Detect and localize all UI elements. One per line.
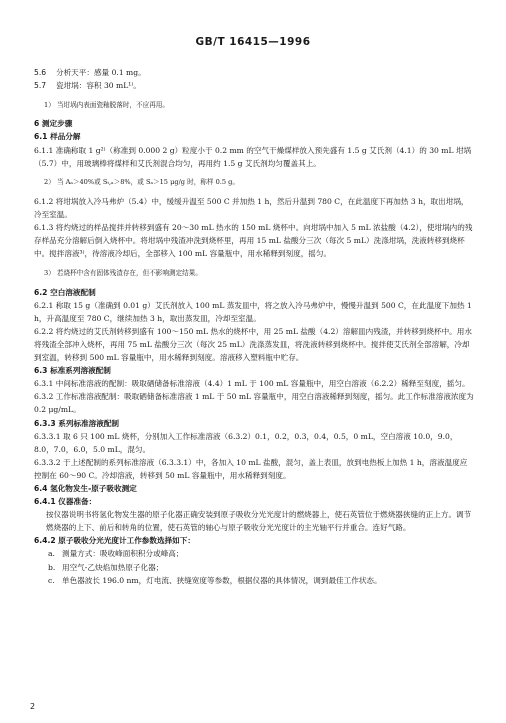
section-6-2-heading: 6.2 空白溶液配制 <box>34 287 96 297</box>
clause-6-1-1: 6.1.1 准确称取 1 g²⁾（称准到 0.000 2 g）粒度小于 0.2 mm 的空气干燥煤样放入预先盛有 1.5 g 艾氏剂（4.1）的 30 mL 坩埚（5.7）中，用玻璃棒将煤样和艾氏剂混合均匀，再用约 1.5 g 艾氏剂均匀覆盖其上。 <box>34 145 472 168</box>
footnote-3: 3） 若烧杯中含有固体残渣存在，但不影响测定结果。 <box>44 269 202 277</box>
section-6-3-3-heading: 6.3.3 系列标准溶液配制 <box>34 418 120 428</box>
section-6-3-heading: 6.3 标准系列溶液配制 <box>34 366 111 376</box>
clause-6-2-2: 6.2.2 将灼烧过的艾氏剂转移到盛有 100～150 mL 热水的烧杯中，用 25 mL 盐酸（4.2）溶解皿内残渣，并转移到烧杯中。用水将残渣全部冲入烧杯，再用 75 mL 盐酸分三次（每次 25 mL）洗涤蒸发皿，将洗液转移到烧杯中。搅拌使艾氏剂全部溶解，冷却到室温，转移到 500 mL 容量瓶中，用水稀释到刻度。溶液移入塑料瓶中贮存。 <box>34 326 472 363</box>
clause-5-6: 5.6 分析天平：感量 0.1 mg。 <box>34 68 146 77</box>
section-6-heading: 6 测定步骤 <box>34 119 73 129</box>
clause-6-3-1: 6.3.1 中间标准溶液的配制：吸取硒储备标准溶液（4.4）1 mL 于 100 mL 容量瓶中，用空白溶液（6.2.2）稀释至刻度，摇匀。 <box>34 379 470 389</box>
section-6-4-2-heading: 6.4.2 原子吸收分光光度计工作参数选择如下： <box>34 536 195 546</box>
footnote-2: 2） 当 Aₐ＞40%或 Sₜ,ₐ＞8%，或 Sₐ＞15 μg/g 时，称样 0.5 g。 <box>44 178 239 187</box>
page-number: 2 <box>30 702 36 711</box>
list-item: a. 测量方式：吸收峰面积积分或峰高； <box>48 549 184 559</box>
clause-5-7: 5.7 瓷坩埚：容积 30 mL¹⁾。 <box>34 81 141 91</box>
clause-6-3-3-1: 6.3.3.1 取 6 只 100 mL 烧杯，分别加入工作标准溶液（6.3.2）0.1，0.2，0.3，0.4，0.5，0 mL，空白溶液 10.0，9.0，8.0，7.0，6.0，5.0 mL，混匀。 <box>34 431 458 454</box>
section-6-1-heading: 6.1 样品分解 <box>34 132 81 142</box>
document-body <box>34 66 474 587</box>
clause-6-4-1-text: 按仪器说明书将氢化物发生器的原子化器正确安装到原子吸收分光光度计的燃烧器上，使石英管位于燃烧器狭缝的正上方。调节燃烧器的上下、前后和转角的位置，使石英管的轴心与原子吸收分光光度计的主光轴平行并重合。连好气路。 <box>46 510 472 533</box>
clause-6-2-1: 6.2.1 称取 15 g（准确到 0.01 g）艾氏剂放入 100 mL 蒸发皿中，将之放入冷马弗炉中，慢慢升温到 500 C，在此温度下加热 1 h，升高温度至 780 C，继续加热 3 h，取出蒸发皿，冷却至室温。 <box>34 300 472 323</box>
footnote-1: 1） 当坩埚内表面瓷釉脱落时，不应再用。 <box>44 100 169 109</box>
section-6-4-1-heading: 6.4.1 仪器准备： <box>34 497 97 507</box>
clause-6-1-2: 6.1.2 将坩埚放入冷马弗炉（5.4）中，缓缓升温至 500 C 并加热 1 h，然后升温到 780 C，在此温度下再加热 3 h，取出坩埚，冷至室温。 <box>34 196 469 220</box>
list-item: b. 用空气-乙炔焰加热原子化器； <box>48 562 164 572</box>
clause-6-3-2: 6.3.2 工作标准溶液配制：吸取硒储备标准溶液 1 mL 于 50 mL 容量瓶中，用空白溶液稀释到刻度，摇匀。此工作标准溶液浓度为 0.2 μg/mL。 <box>34 392 474 415</box>
list-item: c. 单色器波长 196.0 nm，灯电流、狭缝宽度等参数，根据仪器的具体情况，调到最佳工作状态。 <box>48 575 382 585</box>
standard-header: GB/T 16415—1996 <box>195 36 311 48</box>
section-6-4-heading: 6.4 氢化物发生-原子吸收测定 <box>34 484 137 493</box>
clause-6-1-3: 6.1.3 将灼烧过的样品搅拌并转移到盛有 20～30 mL 热水的 150 mL 烧杯中。向坩埚中加入 5 mL 浓盐酸（4.2），使坩埚内的残存样品充分溶解后倒入烧杯中。将坩埚中残渣冲洗到烧杯里，再用 15 mL 盐酸分三次（每次 5 mL）洗涤坩埚，洗液转移到烧杯中。搅拌溶液³⁾，待溶液冷却后，全部移入 100 mL 容量瓶中，用水稀释到刻度，摇匀。 <box>34 223 473 259</box>
clause-6-3-3-2: 6.3.3.2 于上述配制的系列标准溶液（6.3.3.1）中，各加入 10 mL 盐酸，混匀，盖上表皿，放到电热板上加热 1 h，溶液温度应控制在 60～90 C。冷却溶液，转移到 50 mL 容量瓶中，用水稀释到刻度。 <box>34 457 468 480</box>
